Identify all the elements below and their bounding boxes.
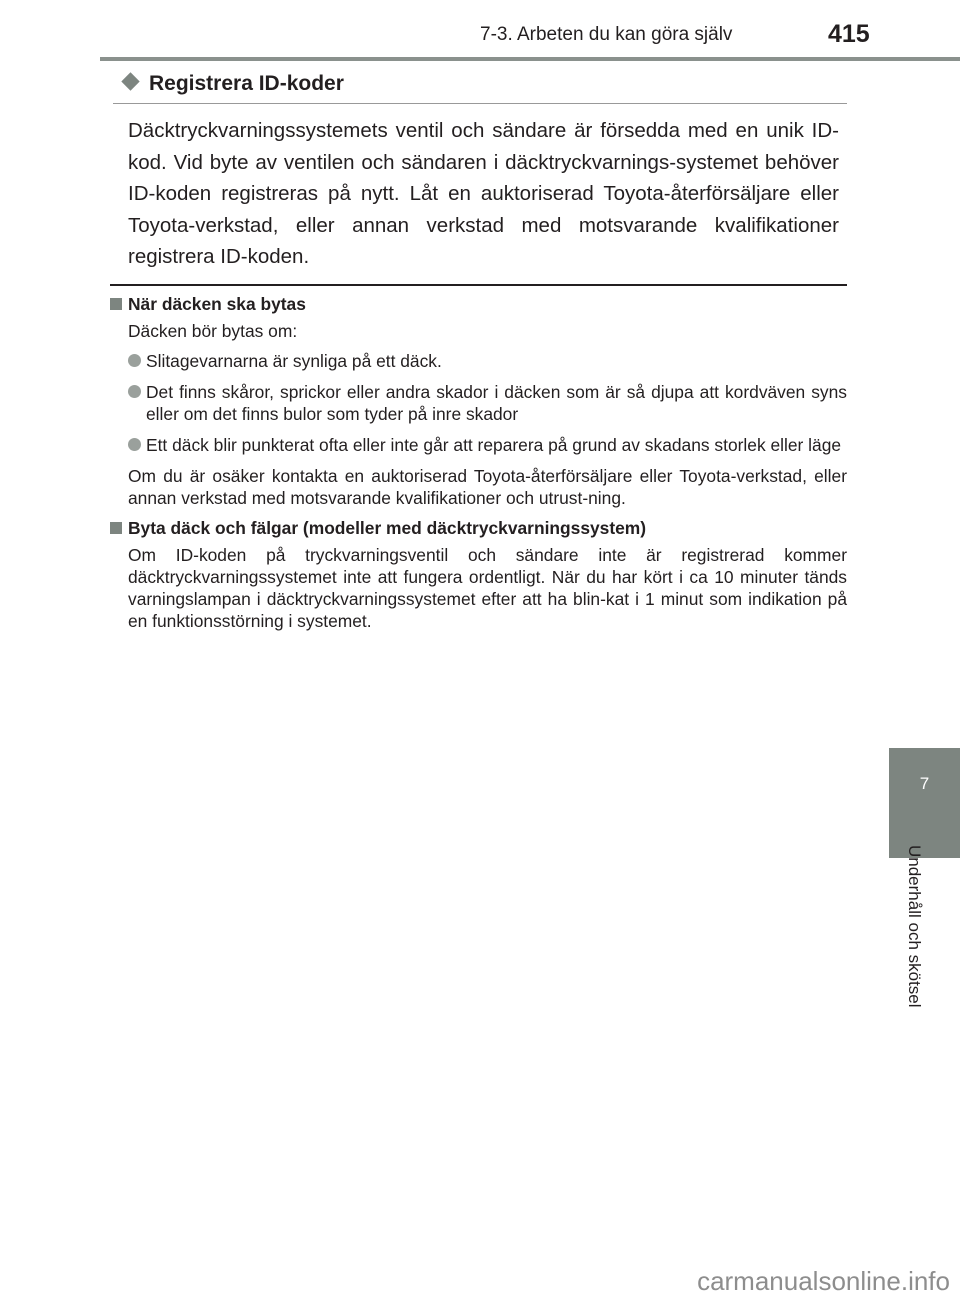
heading-rule — [113, 103, 847, 104]
subheading-text: När däcken ska bytas — [128, 294, 306, 314]
list-item-text: Det finns skåror, sprickor eller andra skador i däcken som är så djupa att kordväven syns eller om det finns bulor som tyder på inre skador — [146, 382, 847, 424]
square-bullet-icon — [110, 298, 122, 310]
subheading-text: Byta däck och fälgar (modeller med däcktryckvarningssystem) — [128, 518, 647, 538]
chapter-number: 7 — [919, 774, 930, 793]
bullet-icon — [128, 385, 141, 398]
square-bullet-icon — [110, 522, 122, 534]
subheading — [110, 293, 847, 315]
box-divider — [110, 284, 847, 286]
list-item — [128, 381, 847, 425]
bullet-icon — [128, 354, 141, 367]
chapter-tab — [889, 748, 960, 858]
paragraph: Däcken bör bytas om: — [128, 321, 298, 341]
list-item-text: Ett däck blir punkterat ofta eller inte går att reparera på grund av skadans storlek eller läge — [146, 435, 842, 455]
page-number: 415 — [828, 20, 870, 48]
paragraph: Om du är osäker kontakta en auktoriserad Toyota-återförsäljare eller Toyota-verkstad, eller annan verkstad med motsvarande kvalifikationer och utrust-ning. — [128, 466, 847, 508]
list-item-text: Slitagevarnarna är synliga på ett däck. — [146, 351, 442, 371]
header-divider — [100, 57, 960, 61]
watermark: carmanualsonline.info — [697, 1266, 950, 1296]
paragraph: Om ID-koden på tryckvarningsventil och sändare inte är registrerad kommer däcktryckvarningssystemet inte att fungera ordentligt. När du har kört i ca 10 minuter tänds varningslampan i däcktryckvarningssystemet efter att ha blin-kat i 1 minut som indikation på en funktionsstörning i systemet. — [128, 545, 847, 631]
subheading — [110, 517, 847, 539]
intro-paragraph: Däcktryckvarningssystemets ventil och sändare är försedda med en unik ID-kod. Vid byte av ventilen och sändaren i däcktryckvarnings-systemet behöver ID-koden registreras på nytt. Låt en auktoriserad Toyota-återförsäljare eller Toyota-verkstad, eller annan verkstad med motsvarande kvalifikationer registrera ID-koden. — [128, 119, 839, 268]
section-header: 7-3. Arbeten du kan göra själv — [480, 24, 733, 45]
list-item — [128, 350, 847, 372]
diamond-icon — [121, 72, 139, 90]
list-item — [128, 434, 847, 456]
chapter-label: Underhåll och skötsel — [905, 845, 924, 1008]
section-heading — [118, 72, 344, 96]
bullet-icon — [128, 438, 141, 451]
heading-text: Registrera ID-koder — [149, 72, 344, 95]
content — [110, 293, 847, 640]
